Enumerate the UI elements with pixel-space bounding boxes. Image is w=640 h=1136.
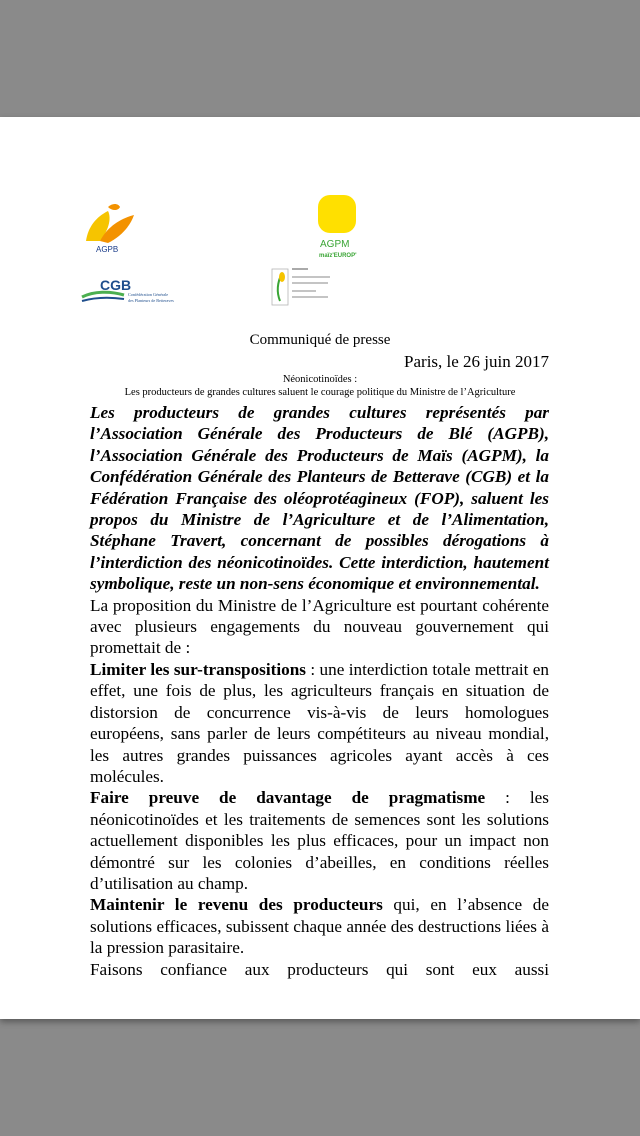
agpm-logo	[312, 195, 364, 263]
commitment-1	[90, 659, 549, 787]
commitment-2-text: : les néonicotinoïdes et les traitements de semences sont les solutions actuellement disponibles les plus efficaces, pour un impact non démontré sur les colonies d’abeilles, en conditions réelles d’utilisation au champ.	[90, 788, 549, 893]
svg-text:CGB: CGB	[100, 277, 132, 293]
svg-text:des Planteurs de Betteraves: des Planteurs de Betteraves	[128, 298, 174, 303]
svg-text:maïz'EUROP': maïz'EUROP'	[319, 253, 357, 259]
document-page	[0, 117, 640, 1019]
commitment-3-text: qui, en l’absence de solutions efficaces, subissent chaque année des destructions liées à la pression parasitaire.	[90, 895, 549, 958]
fop-logo	[270, 263, 336, 311]
cgb-logo	[80, 277, 198, 307]
paragraph-1: La proposition du Ministre de l’Agriculture est pourtant cohérente avec plusieurs engagements du nouveau gouvernement qui promettait de :	[90, 595, 549, 658]
agpb-logo	[78, 197, 140, 257]
subject-title: Néonicotinoïdes :	[282, 374, 358, 385]
closing-line: Faisons confiance aux producteurs qui sont eux aussi	[90, 959, 549, 979]
svg-text:AGPM: AGPM	[320, 239, 350, 250]
commitment-2	[90, 787, 549, 894]
release-body	[90, 402, 549, 980]
commitment-1-text: : une interdiction totale mettrait en effet, une fois de plus, les agriculteurs français en situation de distorsion de concurrence vis-à-vis de leurs homologues européens, sans parler de leurs compétiteurs au niveau mondial, les autres grandes puissances agricoles ayant accès à ces molécules.	[90, 659, 549, 786]
subject-line: Les producteurs de grandes cultures saluent le courage politique du Ministre de l’Agriculture	[124, 387, 516, 398]
commitment-1-title: Limiter les sur-transpositions	[90, 659, 306, 679]
svg-text:Confédération Générale: Confédération Générale	[128, 292, 169, 297]
commitment-3-title: Maintenir le revenu des producteurs	[90, 895, 383, 915]
intro-paragraph: Les producteurs de grandes cultures représentés par l’Association Générale des Producteurs de Blé (AGPB), l’Association Générale des Producteurs de Maïs (AGPM), la Confédération Générale des Planteurs de Betterave (CGB) et la Fédération Française des oléoprotéagineux (FOP), saluent les propos du Ministre de l’Agriculture et de l’Alimentation, Stéphane Travert, concernant de possibles dérogations à l’interdiction des néonicotinoïdes. Cette interdiction, hautement symbolique, reste un non-sens économique et environnemental.	[90, 403, 549, 594]
svg-text:AGPB: AGPB	[96, 245, 119, 254]
press-release-heading: Communiqué de presse	[249, 332, 391, 348]
commitment-3	[90, 894, 549, 958]
release-subject	[0, 373, 640, 399]
release-date: Paris, le 26 juin 2017	[404, 352, 549, 371]
commitment-2-title: Faire preuve de davantage de pragmatisme	[90, 788, 486, 808]
